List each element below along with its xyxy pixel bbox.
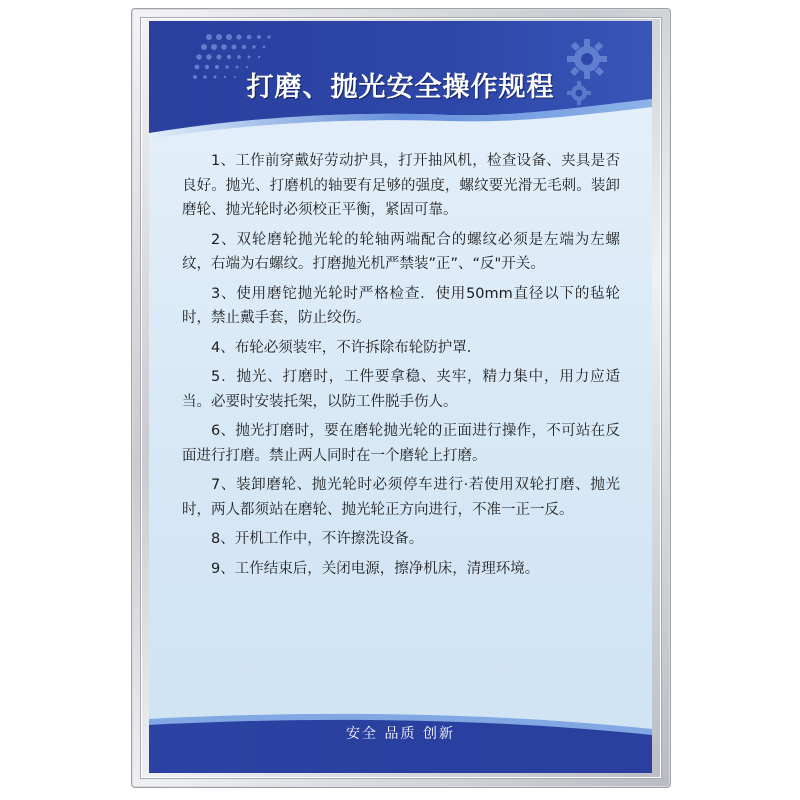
rule-item: 7、装卸磨轮、抛光轮时必须停车进行·若使用双轮打磨、抛光时，两人都须站在磨轮、抛光轮正方向进行，不准一正一反。 [182, 477, 620, 518]
rule-item: 6、抛光打磨时，要在磨轮抛光轮的正面进行操作，不可站在反面进行打磨。禁止两人同时在一个磨轮上打磨。 [182, 423, 620, 464]
rule-item: 2、双轮磨轮抛光轮的轮轴两端配合的螺纹必须是左端为左螺纹，右端为右螺纹。打磨抛光机严禁装”正”、“反"开关。 [182, 231, 620, 272]
rule-item: 3、使用磨铊抛光轮时严格检查．使用50mm直径以下的毡轮时，禁止戴手套，防止绞伤。 [182, 285, 620, 326]
footer-slogan: 安全 品质 创新 [346, 726, 455, 742]
poster-title: 打磨、抛光安全操作规程 [246, 72, 555, 103]
rules-list [182, 149, 620, 586]
rule-item: 1、工作前穿戴好劳动护具，打开抽风机，检查设备、夹具是否良好。抛光、打磨机的轴要有足够的强度，螺纹要光滑无毛刺。装卸磨轮、抛光轮时必须校正平衡，紧固可靠。 [182, 153, 620, 218]
rule-item: 9、工作结束后，关闭电源，擦净机床，清理环境。 [211, 560, 540, 577]
safety-poster [149, 21, 652, 773]
rule-item: 4、布轮必须装牢，不许拆除布轮防护罩． [211, 339, 482, 356]
rule-item: 8、开机工作中，不许擦洗设备。 [211, 531, 424, 547]
rule-item: 5．抛光、打磨时，工件要拿稳、夹牢，精力集中，用力应适当。必要时安装托架，以防工件脱手伤人。 [182, 369, 620, 410]
